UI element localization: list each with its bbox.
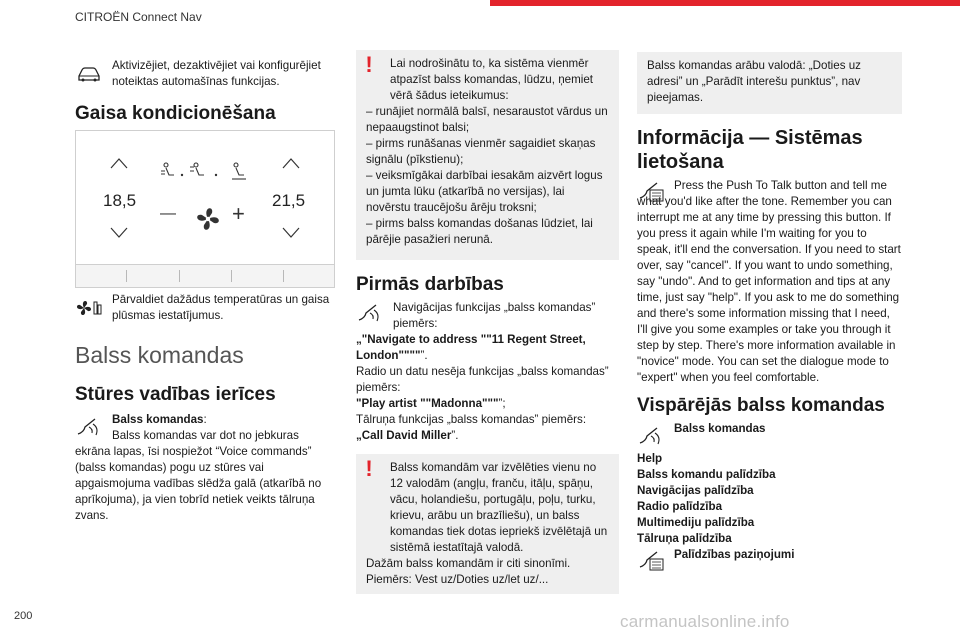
command-item: Navigācijas palīdzība (637, 484, 754, 497)
temp-up-right-icon (282, 157, 300, 169)
intro-block (75, 58, 337, 90)
panel-divider (179, 270, 180, 282)
info-block (637, 178, 902, 386)
page-number: 200 (14, 610, 33, 622)
radio-example: "Play artist ""Madonna""" (356, 397, 499, 410)
heading-steering-controls: Stūres vadības ierīces (75, 384, 276, 405)
voice-help-icon (637, 180, 665, 202)
note1-bullet-2: – pirms runāšanas vienmēr sagaidiet skaņas signālu (pīkstienu); (366, 137, 596, 166)
help-messages-label: Palīdzības paziņojumi (674, 548, 795, 561)
note3-text: Balss komandas arābu valodā: „Doties uz adresi” un „Parādīt interešu punktus”, nav pieejamas. (647, 59, 861, 104)
climate-panel-illustration (75, 130, 335, 288)
command-item: Help (637, 452, 663, 465)
temperature-right: 21,5 (272, 191, 306, 210)
panel-caption-block (75, 292, 337, 324)
voice-command-text: Balss komandas var dot no jebkuras ekrāna lapas, īsi nospiežot “Voice commands” (balss komandas) pogu uz stūres vai apgaismojuma vadības slēdža galā (atkarībā no aprīkojuma), ja vien tobrīd netiek veikts tālruņa zvans. (75, 429, 322, 522)
temp-down-left-icon (110, 227, 128, 239)
radio-example-end: ”; (498, 397, 506, 410)
temp-down-right-icon (282, 227, 300, 239)
phone-intro: Tālruņa funkcijas „balss komandas” piemērs: (356, 413, 587, 426)
temperature-left: 18,5 (103, 191, 137, 210)
command-item: Balss komandu palīdzība (637, 468, 776, 481)
panel-caption: Pārvaldiet dažādus temperatūras un gaisa plūsmas iestatījumus. (112, 293, 330, 322)
note1-bullet-1: – runājiet normālā balsī, nesaraustot vārdus un nepaaugstinot balsi; (366, 105, 608, 134)
note-arabic (637, 52, 902, 114)
panel-divider (231, 270, 232, 282)
heading-first-steps: Pirmās darbības (356, 274, 504, 295)
note-languages (356, 454, 619, 594)
heading-general-commands: Vispārējās balss komandas (637, 395, 885, 416)
panel-divider (126, 270, 127, 282)
note1-bullet-4: – pirms balss komandas došanas lūdziet, lai pārējie pasažieri nerunā. (366, 217, 593, 246)
panel-divider (283, 270, 284, 282)
note2-text-3: Piemērs: Vest uz/Doties uz/let uz/... (366, 573, 549, 586)
running-header: CITROËN Connect Nav (75, 10, 202, 24)
phone-example: „Call David Miller (356, 429, 452, 442)
column-1 (75, 58, 337, 126)
help-messages-block (637, 547, 902, 563)
heading-voice-commands: Balss komandas (75, 342, 244, 368)
heading-information: Informācija — Sistēmas lietošana (637, 127, 863, 173)
column-2 (356, 50, 619, 594)
voice-command-icon (356, 302, 384, 324)
nav-example: „"Navigate to address ""11 Regent Street, London"""" (356, 333, 586, 362)
phone-example-end: ”. (451, 429, 459, 442)
voice-command-colon: : (203, 413, 207, 426)
intro-text: Aktivizējiet, dezaktivējiet vai konfigurējiet noteiktas automašīnas funkcijas. (112, 59, 321, 88)
fan-settings-icon (75, 297, 103, 319)
fan-plus: + (232, 201, 245, 226)
command-item: Multimediju palīdzība (637, 516, 755, 529)
voice-command-icon (75, 416, 103, 438)
car-icon (75, 62, 103, 84)
command-item: Tālruņa palīdzība (637, 532, 732, 545)
heading-air-conditioning: Gaisa kondicionēšana (75, 103, 276, 124)
command-item: Radio palīdzība (637, 500, 723, 513)
command-list (637, 451, 902, 547)
note1-bullet-3: – veiksmīgākai darbībai iesakām aizvērt logus un jumta lūku (atkarībā no versijas), lai novērstu traucējošu ārēju troksni; (366, 169, 603, 214)
voice-command-icon (637, 425, 665, 447)
temp-up-left-icon (110, 157, 128, 169)
info-text: Press the Push To Talk button and tell me what you'd like after the tone. Remember you can interrupt me at any time by pressing this button. If you press it again while I'm waiting for you to speak, it'll end the conversation. If you need to start over, say "cancel". If you want to undo something, say "undo". And to get information and tips at any time, just say "help". If you ask to me do something and there's some information missing that I need, I'll give you some examples or take you through it step by step. There's more information available in "novice" mode. You can set the dialogue mode to "expert" when you feel comfortable. (637, 179, 901, 384)
general-voice-block (637, 421, 902, 451)
note-recognition-tips (356, 50, 619, 260)
voice-command-label: Balss komandas (112, 413, 204, 426)
column-1-lower (75, 292, 337, 524)
voice-help-icon (637, 549, 665, 571)
nav-example-end: ”. (420, 349, 428, 362)
watermark: carmanualsonline.info (620, 612, 790, 631)
panel-bottom-bar (76, 264, 334, 287)
general-voice-label: Balss komandas (674, 422, 766, 435)
fan-icon (194, 205, 222, 233)
voice-command-block (75, 412, 337, 428)
column-3 (637, 52, 902, 563)
airflow-mode-icons (160, 161, 256, 183)
note2-text-2: Dažām balss komandām ir citi sinonīmi. (366, 557, 571, 570)
fan-minus: — (160, 205, 176, 222)
radio-intro: Radio un datu nesēja funkcijas „balss komandas” piemērs: (356, 365, 609, 394)
nav-intro: Navigācijas funkcijas „balss komandas” piemērs: (393, 301, 596, 330)
note1-intro: Lai nodrošinātu to, ka sistēma vienmēr atpazīst balss komandas, lūdzu, ņemiet vērā šādus ieteikumus: (390, 57, 593, 102)
note2-text-1: Balss komandām var izvēlēties vienu no 12 valodām (angļu, franču, itāļu, spāņu, vācu, holandiešu, portugāļu, poļu, turku, krievu, arābu un brazīliešu), un balss komandas tiek dotas iepriekš izvēlētajā un sistēmā iestatītajā valodā. (390, 461, 608, 554)
header-accent-bar (490, 0, 960, 6)
warning-icon: ! (365, 456, 373, 481)
warning-icon: ! (365, 52, 373, 77)
nav-example-block (356, 300, 619, 332)
